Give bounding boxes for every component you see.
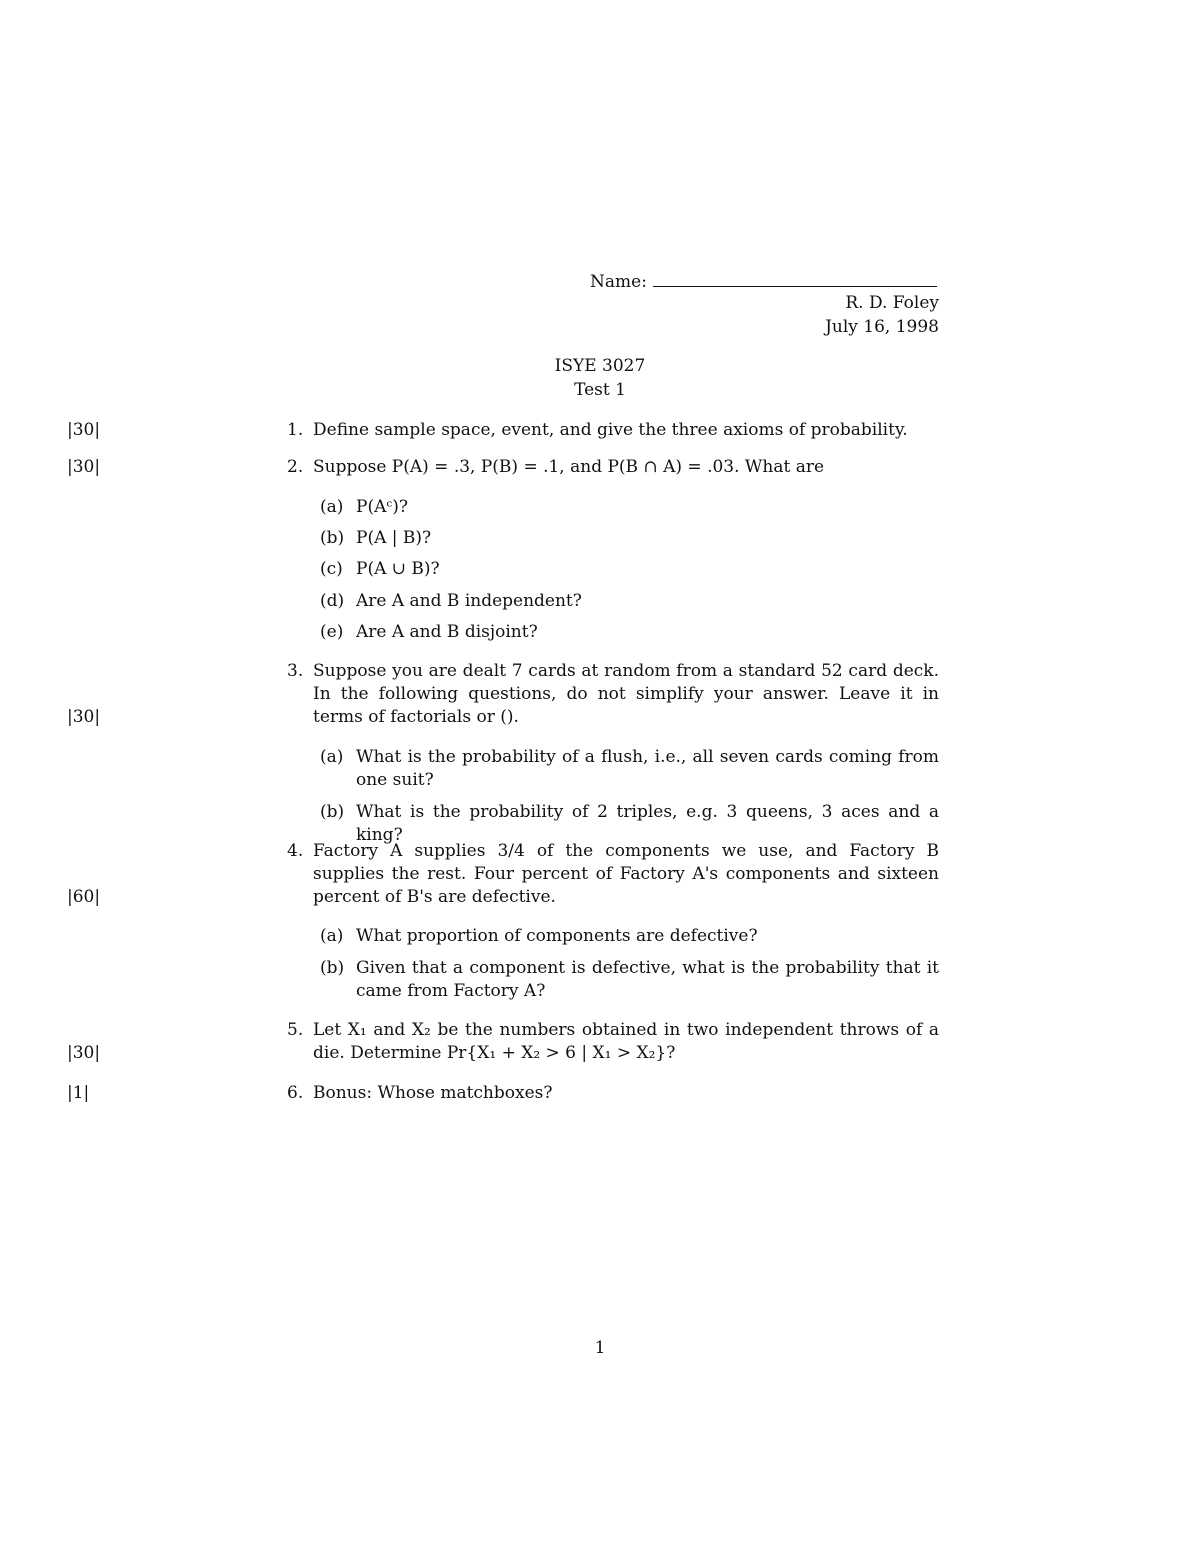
question-number: 4.: [287, 841, 304, 861]
author: R. D. Foley: [845, 293, 939, 313]
part-text: What is the probability of 2 triples, e.g. 3 queens, 3 aces and a king?: [356, 802, 939, 845]
name-blank-line[interactable]: [653, 268, 937, 287]
part-text: P(A | B)?: [356, 528, 432, 548]
question-points: |30|: [67, 457, 101, 477]
part-text: Are A and B disjoint?: [356, 622, 538, 642]
part-text: What is the probability of a flush, i.e., all seven cards coming from one suit?: [356, 747, 939, 790]
question-points: |1|: [67, 1083, 90, 1103]
part-label: (b): [320, 802, 345, 822]
part-label: (a): [320, 926, 344, 946]
question-text: Let X₁ and X₂ be the numbers obtained in two independent throws of a die. Determine Pr{X₁ + X₂ > 6 | X₁ > X₂}?: [313, 1020, 939, 1063]
question-text: Suppose you are dealt 7 cards at random from a standard 52 card deck. In the following questions, do not simplify your answer. Leave it in terms of factorials or ().: [313, 661, 939, 727]
course-title: ISYE 3027: [554, 356, 646, 376]
part-label: (b): [320, 958, 345, 978]
question-number: 2.: [287, 457, 304, 477]
part-label: (c): [320, 559, 343, 579]
part-text: Given that a component is defective, what is the probability that it came from Factory A?: [356, 958, 939, 1001]
test-title: Test 1: [574, 380, 626, 400]
question-number: 5.: [287, 1020, 304, 1040]
part-label: (a): [320, 497, 344, 517]
part-label: (b): [320, 528, 345, 548]
page-number: 1: [594, 1338, 606, 1358]
part-text: P(Aᶜ)?: [356, 497, 408, 517]
question-text: Bonus: Whose matchboxes?: [313, 1083, 553, 1103]
question-points: |30|: [67, 707, 101, 727]
question-text: Define sample space, event, and give the three axioms of probability.: [313, 420, 908, 440]
name-field[interactable]: [590, 268, 937, 294]
part-label: (a): [320, 747, 344, 767]
question-points: |30|: [67, 1043, 101, 1063]
question-points: |60|: [67, 887, 101, 907]
question-text: Factory A supplies 3/4 of the components we use, and Factory B supplies the rest. Four percent of Factory A's components and sixteen percent of B's are defective.: [313, 841, 939, 907]
question-number: 3.: [287, 661, 304, 681]
question-text: Suppose P(A) = .3, P(B) = .1, and P(B ∩ A) = .03. What are: [313, 457, 825, 477]
part-text: Are A and B independent?: [356, 591, 582, 611]
date: July 16, 1998: [825, 317, 939, 337]
part-label: (d): [320, 591, 345, 611]
question-number: 1.: [287, 420, 304, 440]
part-text: What proportion of components are defective?: [356, 926, 758, 946]
name-label: Name:: [590, 272, 647, 292]
part-label: (e): [320, 622, 344, 642]
question-points: |30|: [67, 420, 101, 440]
part-text: P(A ∪ B)?: [356, 559, 440, 579]
question-number: 6.: [287, 1083, 304, 1103]
